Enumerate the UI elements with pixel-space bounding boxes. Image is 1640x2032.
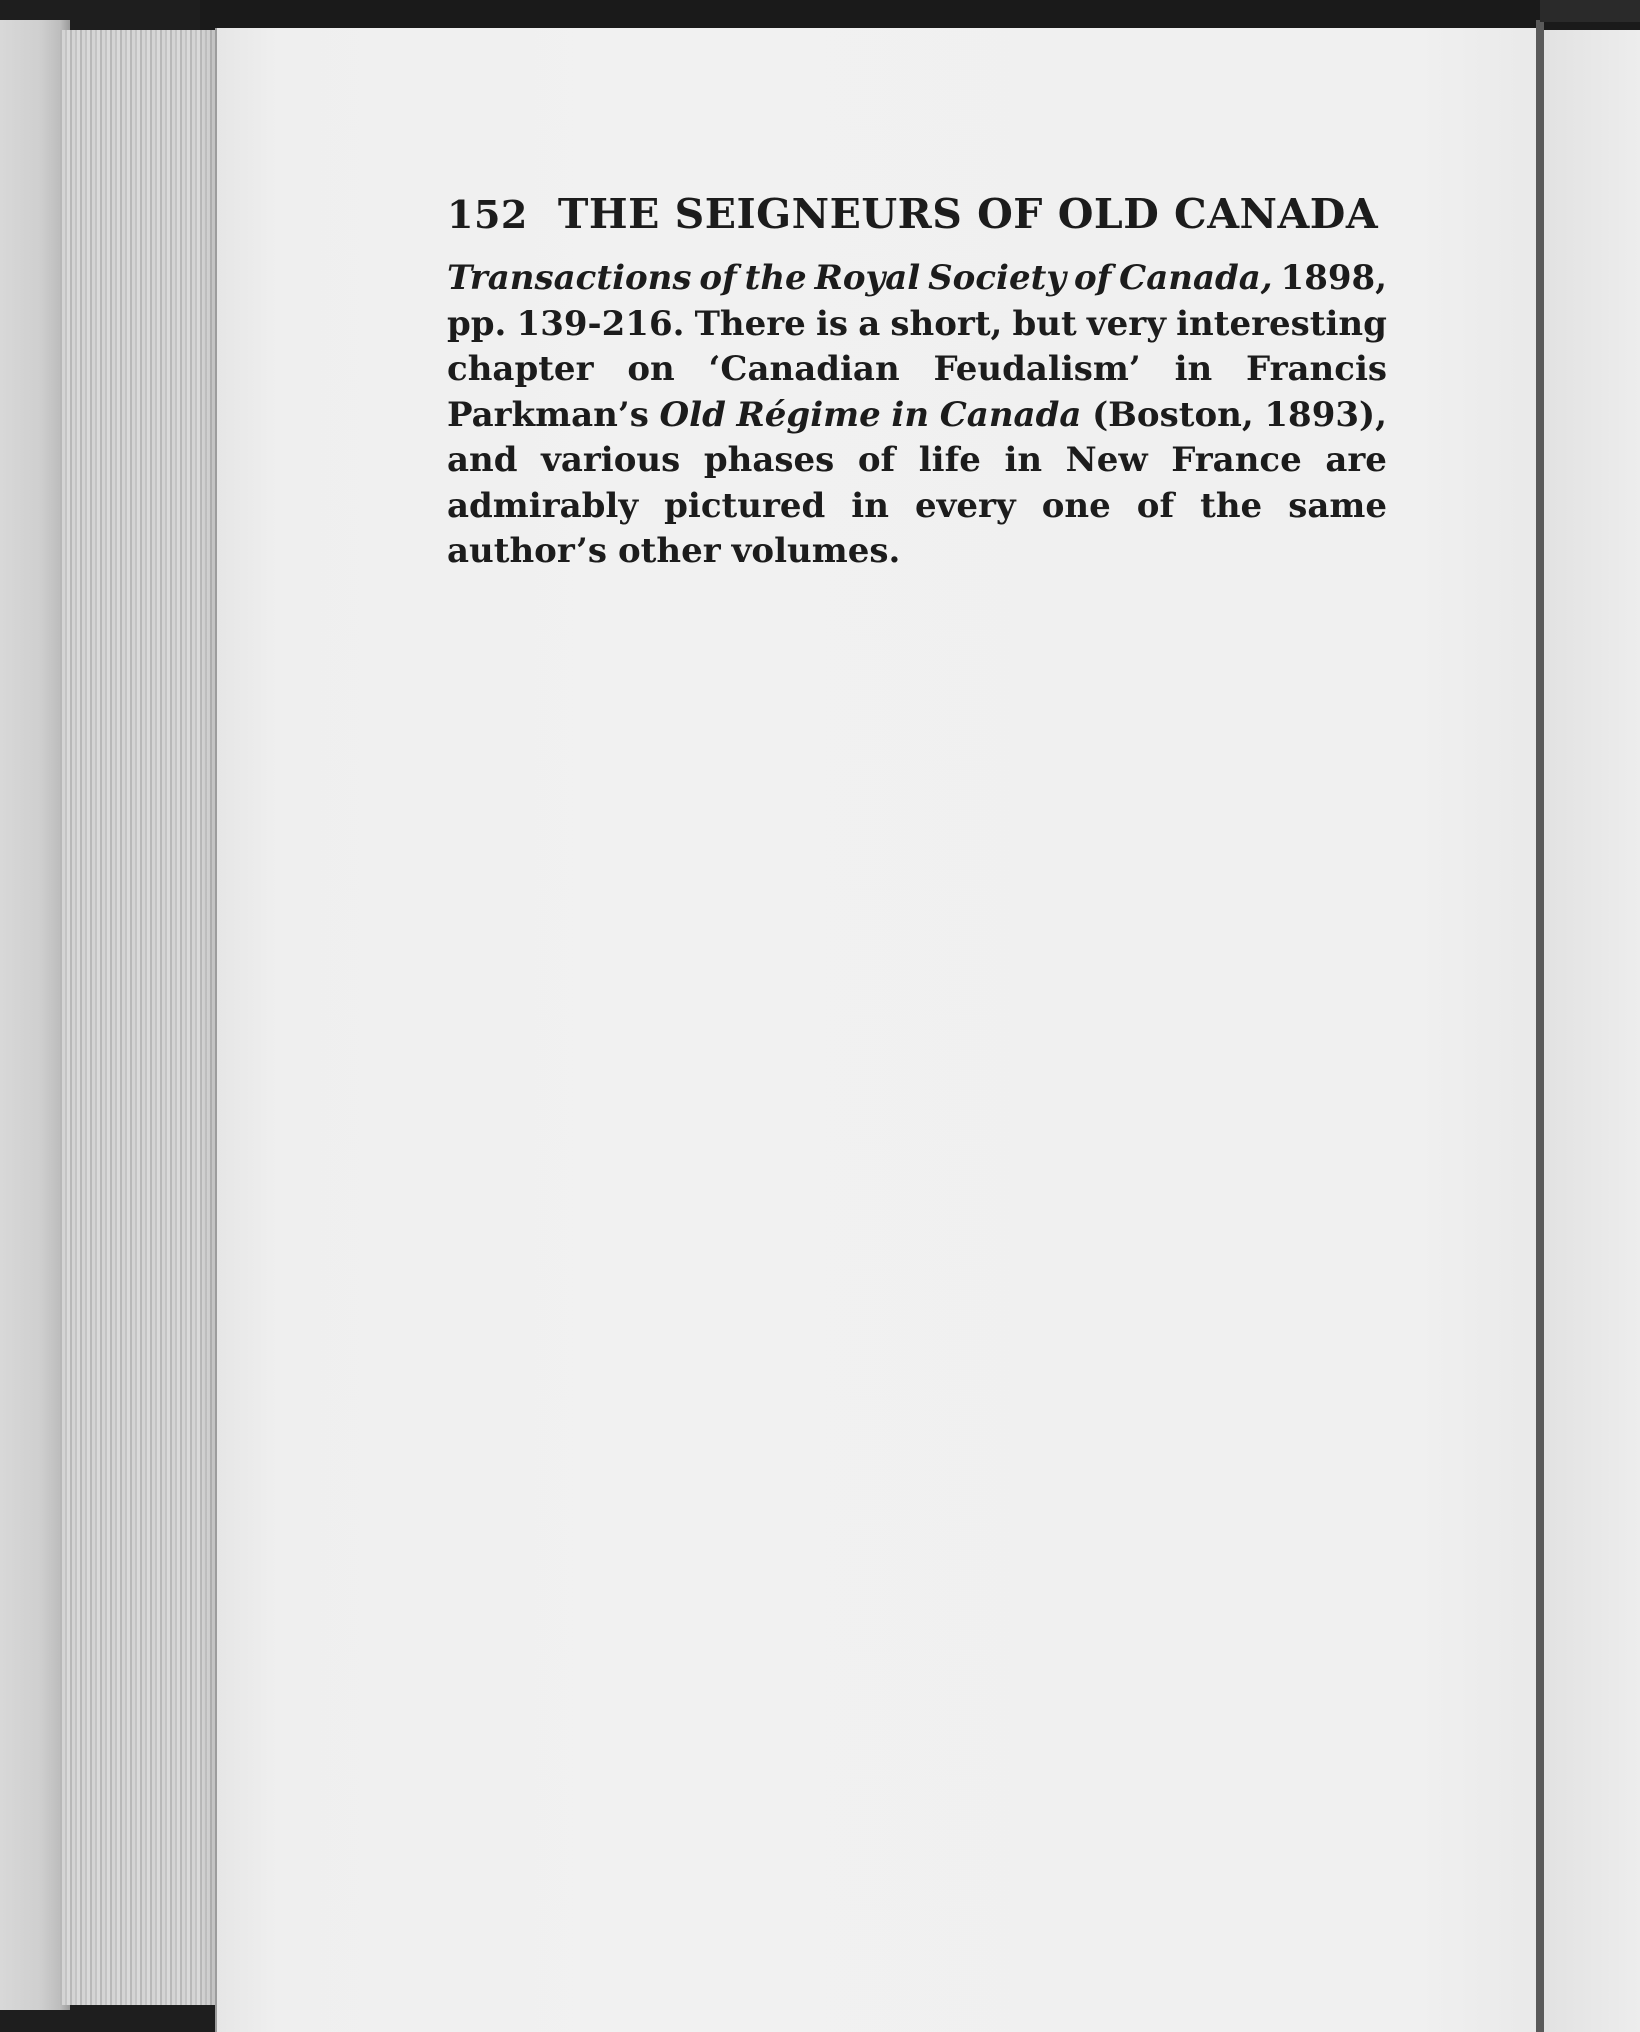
- word: are: [1325, 440, 1387, 480]
- word: the: [1200, 485, 1263, 526]
- word: Canada,: [1119, 258, 1273, 298]
- word: various: [541, 440, 681, 480]
- word: phases: [703, 440, 835, 480]
- word: (Boston,: [1092, 394, 1254, 435]
- word: ‘Canadian: [708, 349, 900, 389]
- word: is: [815, 303, 849, 344]
- page-number: 152: [447, 192, 528, 237]
- word: in: [1174, 349, 1213, 389]
- word: There: [694, 303, 806, 344]
- scan-top-border: [200, 0, 1640, 30]
- word: chapter: [447, 349, 594, 389]
- word: France: [1171, 440, 1302, 480]
- running-title: THE SEIGNEURS OF OLD CANADA: [557, 190, 1379, 238]
- word: Parkman’s: [447, 394, 649, 435]
- word: of: [699, 258, 737, 298]
- body-paragraph: [447, 256, 1387, 575]
- word: Canada: [939, 394, 1082, 435]
- word: and: [447, 440, 518, 480]
- text-line: [447, 302, 1387, 348]
- facing-page-strip: [1544, 30, 1640, 2032]
- word: very: [1086, 303, 1166, 344]
- word: same: [1288, 485, 1387, 526]
- text-line: [447, 529, 1387, 575]
- word: but: [1012, 303, 1077, 344]
- word: Society: [928, 258, 1067, 298]
- word: Transactions: [447, 258, 692, 298]
- word: 1898,: [1280, 258, 1387, 298]
- word: Feudalism’: [933, 349, 1141, 389]
- word: Royal: [814, 258, 921, 298]
- word: other: [618, 531, 721, 571]
- page-text-block: [447, 190, 1387, 575]
- word: pp.: [447, 303, 507, 344]
- word: in: [891, 394, 930, 435]
- word: the: [744, 258, 807, 298]
- word: pictured: [664, 485, 826, 526]
- word: Old: [659, 394, 726, 435]
- word: in: [1004, 440, 1043, 480]
- word: Régime: [736, 394, 881, 435]
- word: one: [1041, 485, 1111, 526]
- word: New: [1065, 440, 1148, 480]
- scan-corner: [1540, 0, 1640, 22]
- word: of: [857, 440, 896, 480]
- word: in: [851, 485, 889, 526]
- text-line: [447, 438, 1387, 484]
- word: Francis: [1246, 349, 1387, 389]
- word: of: [1073, 258, 1112, 298]
- word: admirably: [447, 485, 639, 526]
- word: on: [627, 349, 675, 389]
- text-line: [447, 347, 1387, 393]
- text-line: [447, 256, 1387, 302]
- word: of: [1136, 485, 1175, 526]
- word: a: [858, 303, 881, 344]
- word: short,: [890, 303, 1003, 344]
- text-line: [447, 393, 1387, 439]
- word: 139-216.: [516, 303, 685, 344]
- running-head: [447, 190, 1387, 252]
- text-line: [447, 484, 1387, 530]
- word: volumes.: [731, 531, 901, 571]
- word: every: [914, 485, 1016, 526]
- word: author’s: [447, 531, 607, 571]
- right-page-edge: [1536, 20, 1544, 2032]
- word: interesting: [1176, 303, 1387, 344]
- word: 1893),: [1264, 394, 1387, 435]
- word: life: [918, 440, 981, 480]
